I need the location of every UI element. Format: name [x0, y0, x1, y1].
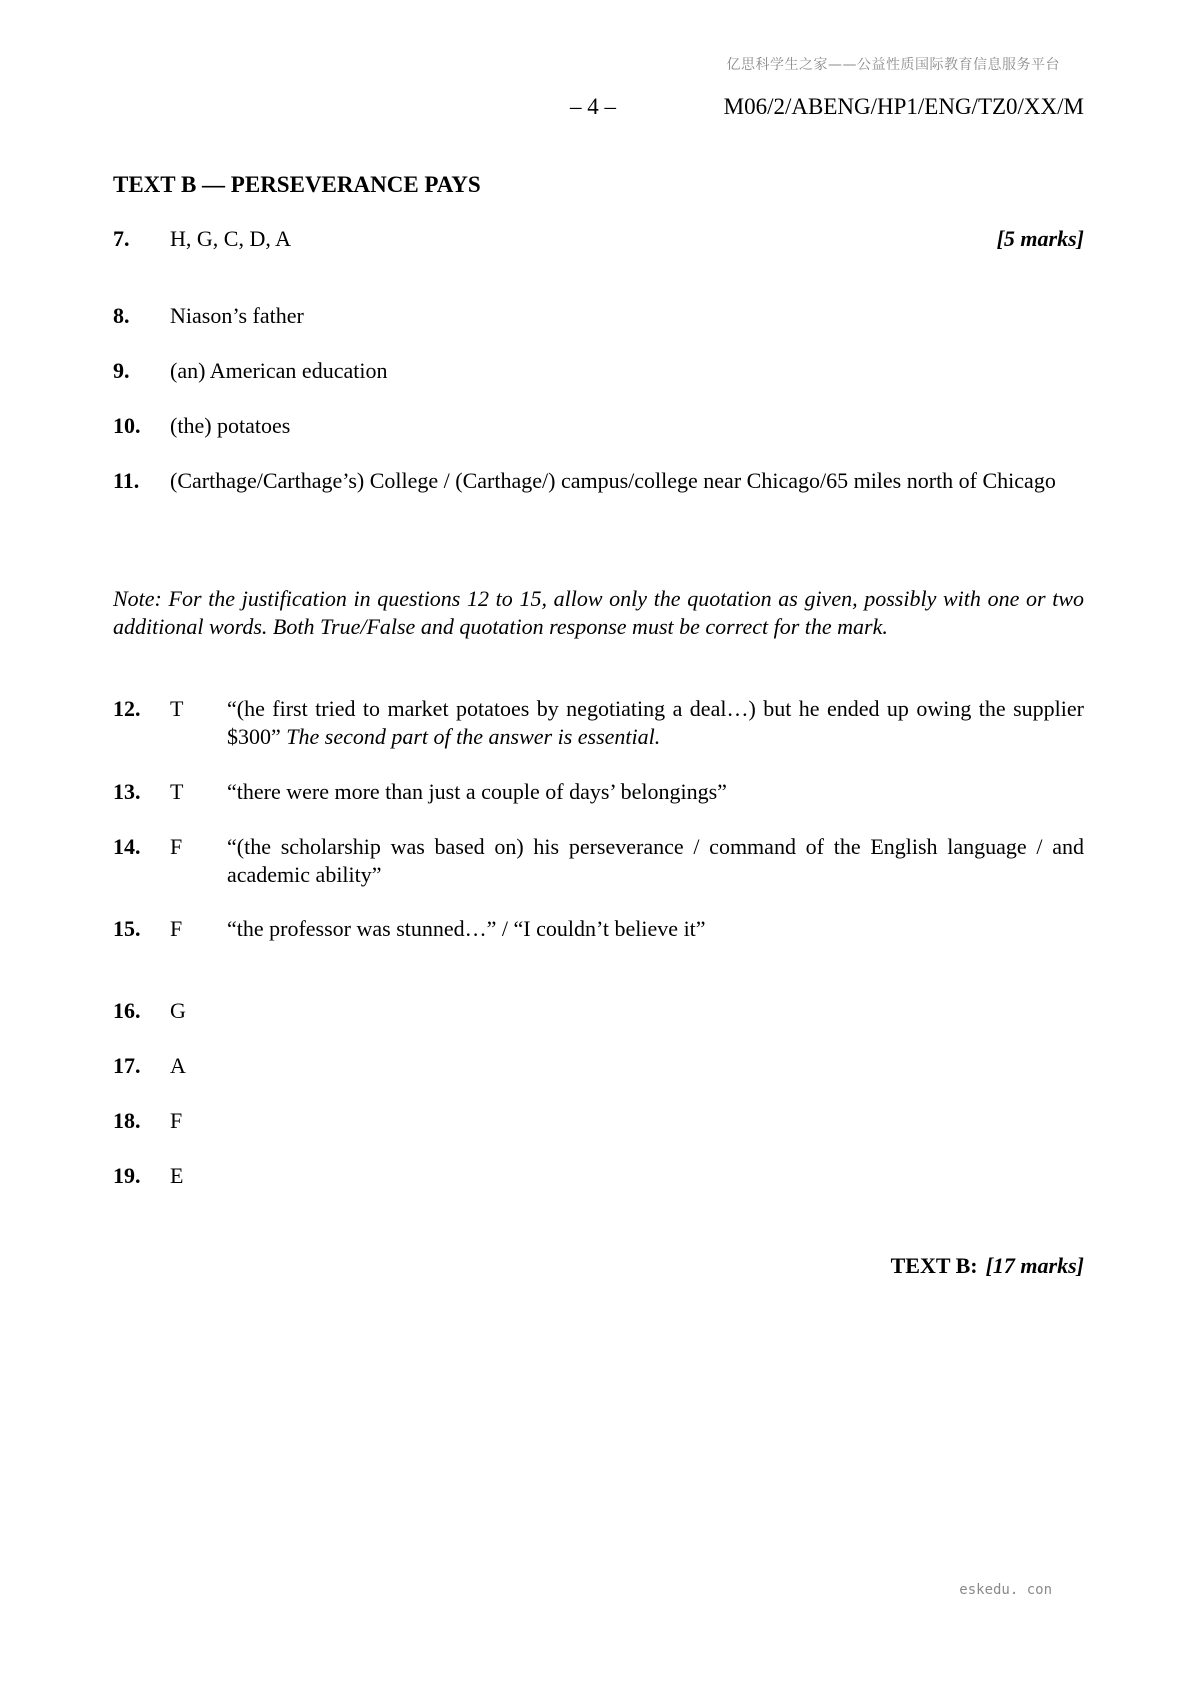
total-marks: [17 marks] — [985, 1253, 1084, 1278]
true-false-answer: F — [170, 834, 183, 859]
question-number: 18. — [113, 1108, 141, 1133]
question-number: 11. — [113, 468, 140, 493]
quotation-answer — [227, 695, 1084, 751]
page-number: – 4 – — [570, 94, 616, 119]
question-number: 10. — [113, 413, 141, 438]
question-number: 15. — [113, 916, 141, 941]
answer-text: (an) American education — [170, 358, 388, 383]
section-total — [891, 1253, 1084, 1279]
answer-text: H, G, C, D, A — [170, 226, 292, 251]
question-number: 12. — [113, 696, 141, 721]
question-number: 8. — [113, 303, 130, 328]
answer-text: Niason’s father — [170, 303, 304, 328]
answer-text: F — [170, 1108, 183, 1133]
watermark-top: 亿思科学生之家——公益性质国际教育信息服务平台 — [726, 57, 1060, 73]
quotation-answer: “there were more than just a couple of days’ belongings” — [227, 779, 727, 804]
question-number: 9. — [113, 358, 130, 383]
quotation-answer: “(the scholarship was based on) his perseverance / command of the English language / and academic ability” — [227, 834, 1084, 887]
section-title: TEXT B — PERSEVERANCE PAYS — [113, 172, 481, 197]
answer-text: (Carthage/Carthage’s) College / (Carthage/) campus/college near Chicago/65 miles north of Chicago — [170, 468, 1056, 493]
page-header — [0, 94, 1190, 122]
document-code: M06/2/ABENG/HP1/ENG/TZ0/XX/M — [723, 94, 1084, 119]
answer-text: G — [170, 998, 186, 1023]
true-false-answer: F — [170, 916, 183, 941]
question-number: 17. — [113, 1053, 141, 1078]
watermark-bottom: eskedu. con — [959, 1582, 1052, 1598]
quotation-answer: “the professor was stunned…” / “I couldn’t believe it” — [227, 916, 706, 941]
answer-text: E — [170, 1163, 184, 1188]
marking-comment: The second part of the answer is essential. — [286, 724, 661, 749]
question-number: 7. — [113, 226, 130, 251]
true-false-answer: T — [170, 779, 184, 804]
question-number: 16. — [113, 998, 141, 1023]
quotation-text: “(he first tried to market potatoes by negotiating a deal…) but he ended up owing the supplier $300” — [227, 696, 1084, 749]
question-number: 14. — [113, 834, 141, 859]
answer-text: A — [170, 1053, 186, 1078]
true-false-answer: T — [170, 696, 184, 721]
question-number: 13. — [113, 779, 141, 804]
total-label: TEXT B: — [890, 1253, 978, 1278]
answer-text: (the) potatoes — [170, 413, 291, 438]
marks-label: [5 marks] — [996, 226, 1084, 251]
question-number: 19. — [113, 1163, 141, 1188]
marking-note: Note: For the justification in questions 12 to 15, allow only the quotation as given, possibly with one or two additional words. Both True/False and quotation response must be correct for the mark. — [113, 586, 1084, 639]
